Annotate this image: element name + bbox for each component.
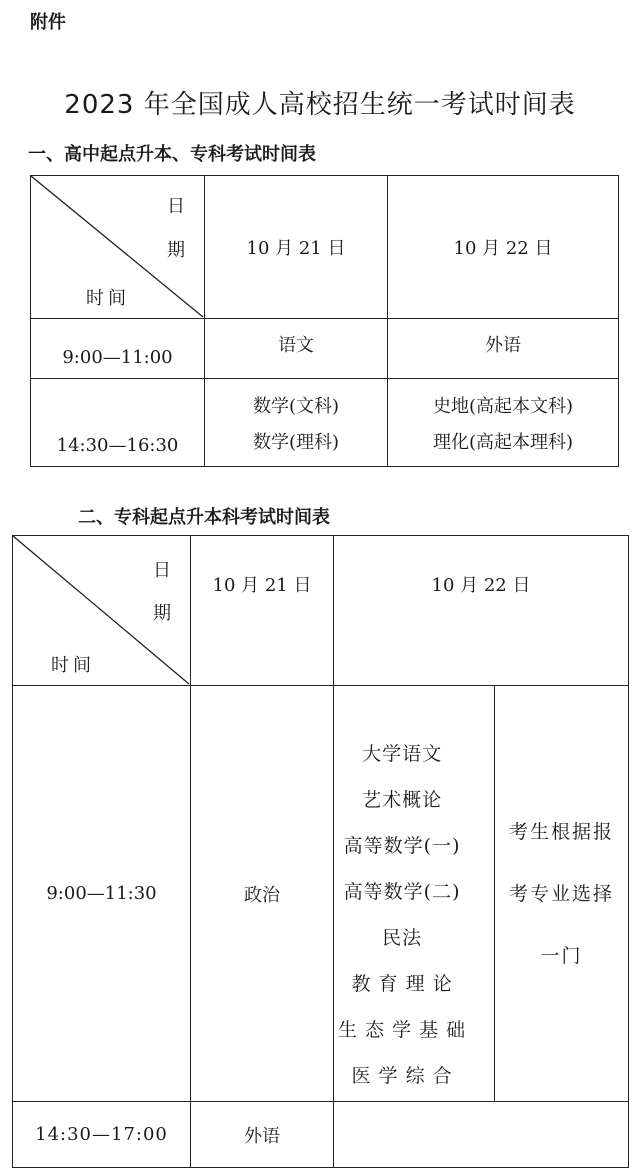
time-cell-morning bbox=[31, 319, 205, 379]
subject-math-arts: 数学(文科) bbox=[252, 395, 340, 417]
corner-date-label: 日 bbox=[153, 560, 171, 581]
subject-item: 生 态 学 基 础 bbox=[338, 1019, 467, 1041]
subject-item: 民法 bbox=[382, 927, 423, 949]
table2-heading: 二、专科起点升本科考试时间表 bbox=[78, 507, 330, 528]
date-header-1: 10 月 21 日 bbox=[205, 176, 388, 319]
date-header-2: 10 月 22 日 bbox=[388, 176, 619, 319]
subject-item: 医 学 综 合 bbox=[351, 1065, 453, 1087]
time-afternoon: 14:30—16:30 bbox=[56, 435, 179, 456]
date-oct-22: 10 月 22 日 bbox=[431, 575, 531, 596]
subject-item: 教 育 理 论 bbox=[351, 973, 453, 995]
subject-foreign-language: 外语 bbox=[485, 335, 521, 356]
note-line: 一门 bbox=[540, 944, 583, 967]
table1-corner-cell bbox=[31, 176, 205, 319]
table2-corner-cell bbox=[13, 536, 191, 686]
subjects-list-cell bbox=[334, 686, 495, 1102]
empty-cell bbox=[334, 1102, 629, 1168]
time-cell-afternoon: 14:30—17:00 bbox=[13, 1102, 191, 1168]
date-oct-21: 10 月 21 日 bbox=[212, 575, 312, 596]
table1-heading: 一、高中起点升本、专科考试时间表 bbox=[28, 144, 316, 165]
corner-date-label: 日 bbox=[167, 196, 185, 217]
corner-time-label: 时间 bbox=[51, 655, 95, 676]
note-line: 考生根据报 bbox=[508, 820, 614, 843]
time-cell-afternoon bbox=[31, 379, 205, 467]
time-cell-morning: 9:00—11:30 bbox=[13, 686, 191, 1102]
subject-politics: 政治 bbox=[191, 686, 334, 1102]
table2 bbox=[12, 535, 629, 1168]
subject-physics-chemistry: 理化(高起本理科) bbox=[432, 431, 574, 453]
subject-item: 大学语文 bbox=[362, 743, 443, 765]
corner-date-label-2: 期 bbox=[153, 603, 171, 624]
subject-cell bbox=[388, 319, 619, 379]
corner-date-label-2: 期 bbox=[167, 240, 185, 261]
subject-item: 高等数学(一) bbox=[343, 835, 461, 857]
corner-time-label: 时间 bbox=[86, 288, 130, 309]
selection-note-cell bbox=[495, 686, 629, 1102]
selection-note bbox=[509, 801, 614, 987]
attachment-label: 附件 bbox=[30, 12, 66, 33]
date-header-2 bbox=[334, 536, 629, 686]
note-line: 考专业选择 bbox=[508, 882, 614, 905]
subject-cell bbox=[205, 379, 388, 467]
subjects-list bbox=[338, 731, 466, 1099]
subject-foreign-language: 外语 bbox=[191, 1102, 334, 1168]
subject-cell bbox=[388, 379, 619, 467]
subject-item: 艺术概论 bbox=[362, 789, 443, 811]
subject-math-science: 数学(理科) bbox=[252, 431, 340, 453]
date-header-1 bbox=[191, 536, 334, 686]
subject-history-geography: 史地(高起本文科) bbox=[432, 395, 574, 417]
subject-chinese: 语文 bbox=[278, 335, 314, 356]
time-morning: 9:00—11:00 bbox=[62, 347, 173, 368]
subject-item: 高等数学(二) bbox=[343, 881, 461, 903]
page-title: 2023 年全国成人高校招生统一考试时间表 bbox=[64, 90, 576, 120]
subject-cell bbox=[205, 319, 388, 379]
table1 bbox=[30, 175, 619, 467]
